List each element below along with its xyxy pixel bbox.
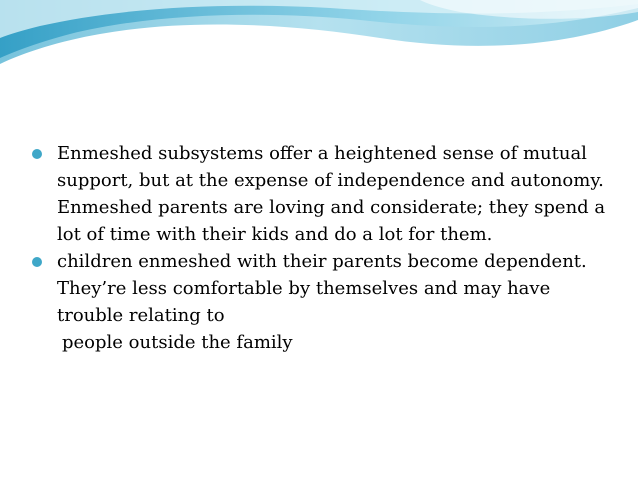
filled-circle-bullet-icon — [32, 257, 42, 267]
filled-circle-bullet-icon — [32, 149, 42, 159]
bullet-item-1 — [30, 140, 610, 248]
bullet-text-1: Enmeshed subsystems offer a heightened sense of mutual support, but at the expense of independence and autonomy. Enmeshed parents are loving and considerate; they spend a lot of time with their kids and do a lot for them. — [57, 143, 606, 245]
header-wave-decoration — [0, 0, 638, 80]
continuation-line: people outside the family — [62, 332, 293, 353]
bullet-text-2: children enmeshed with their parents become dependent. They’re less comfortable by themselves and may have trouble relating to — [57, 251, 587, 326]
bullet-item-2 — [30, 248, 610, 329]
slide-body — [30, 140, 610, 356]
